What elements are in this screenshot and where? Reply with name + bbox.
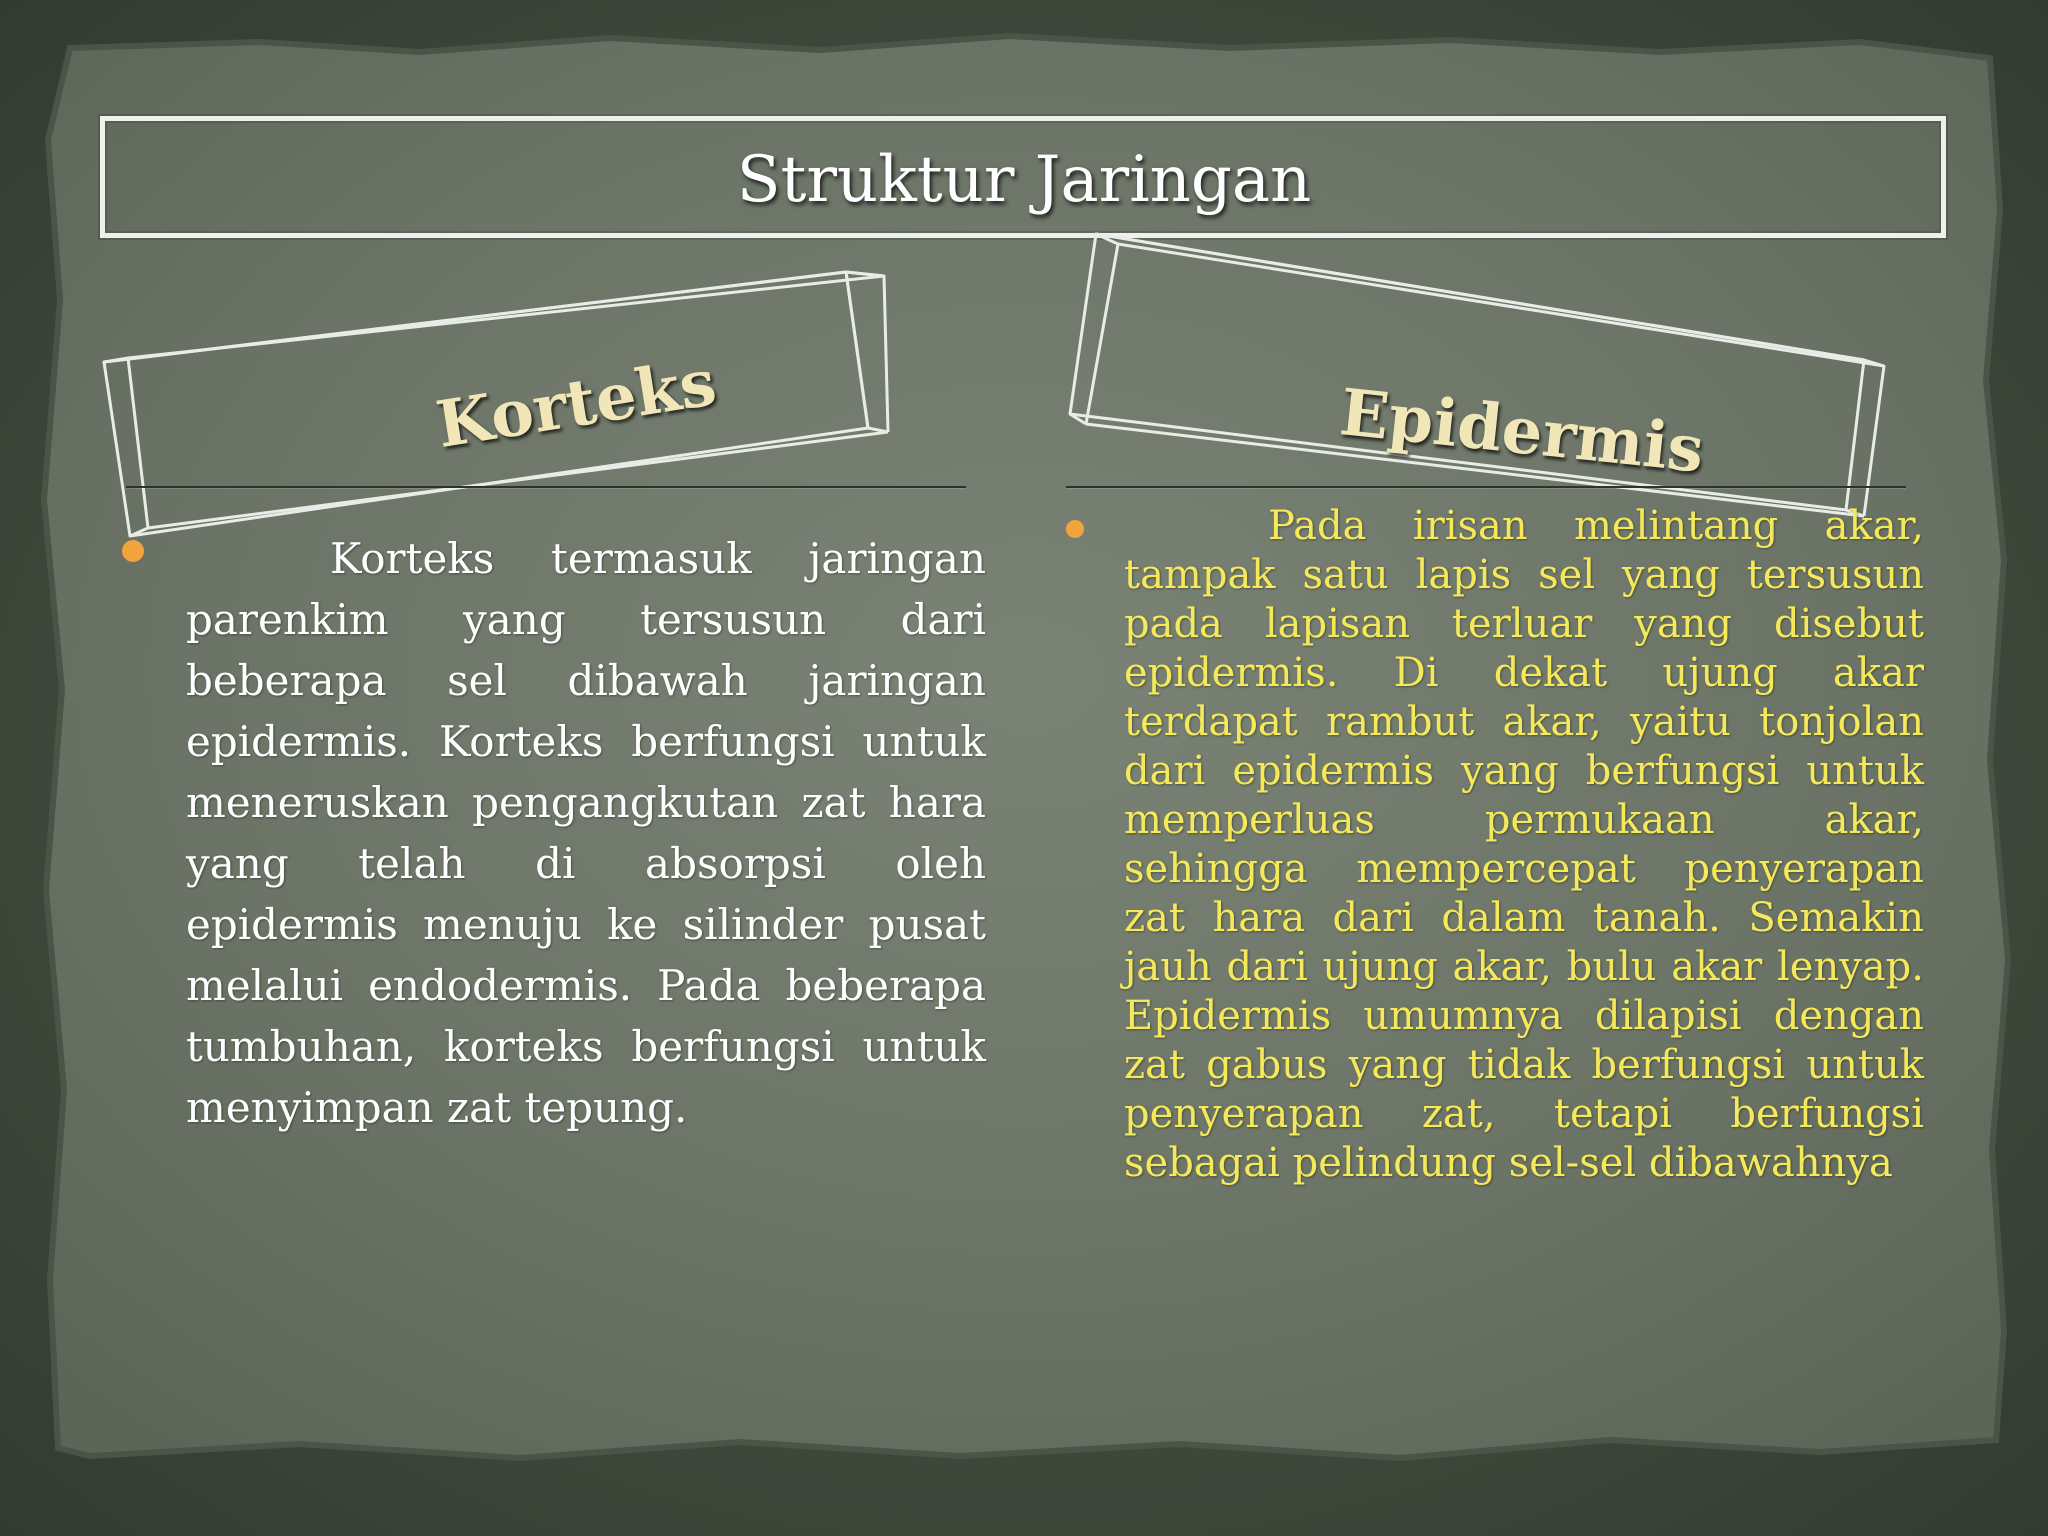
left-bullet-dot bbox=[122, 540, 144, 562]
korteks-description: Korteks termasuk jaringan parenkim yang tersusun dari beberapa sel dibawah jaringan epidermis. Korteks berfungsi untuk meneruskan pengangkutan zat hara yang telah di absorpsi oleh epidermis menuju ke silinder pusat melalui endodermis. Pada beberapa tumbuhan, korteks berfungsi untuk menyimpan zat tepung. bbox=[186, 534, 986, 1132]
epidermis-description: Pada irisan melintang akar, tampak satu lapis sel yang tersusun pada lapisan terluar yang disebut epidermis. Di dekat ujung akar terdapat rambut akar, yaitu tonjolan dari epidermis yang berfungsi untuk memperluas permukaan akar, sehingga mempercepat penyerapan zat hara dari dalam tanah. Semakin jauh dari ujung akar, bulu akar lenyap. Epidermis umumnya dilapisi dengan zat gabus yang tidak berfungsi untuk penyerapan zat, tetapi berfungsi sebagai pelindung sel-sel dibawahnya bbox=[1124, 503, 1924, 1186]
epidermis-heading: Epidermis bbox=[1336, 375, 1708, 488]
slide-title: Struktur Jaringan bbox=[736, 143, 1312, 217]
right-bullet-dot bbox=[1066, 520, 1084, 538]
right-heading-rule bbox=[1066, 486, 1906, 488]
left-heading-rule bbox=[126, 486, 966, 488]
korteks-heading: Korteks bbox=[431, 345, 722, 464]
